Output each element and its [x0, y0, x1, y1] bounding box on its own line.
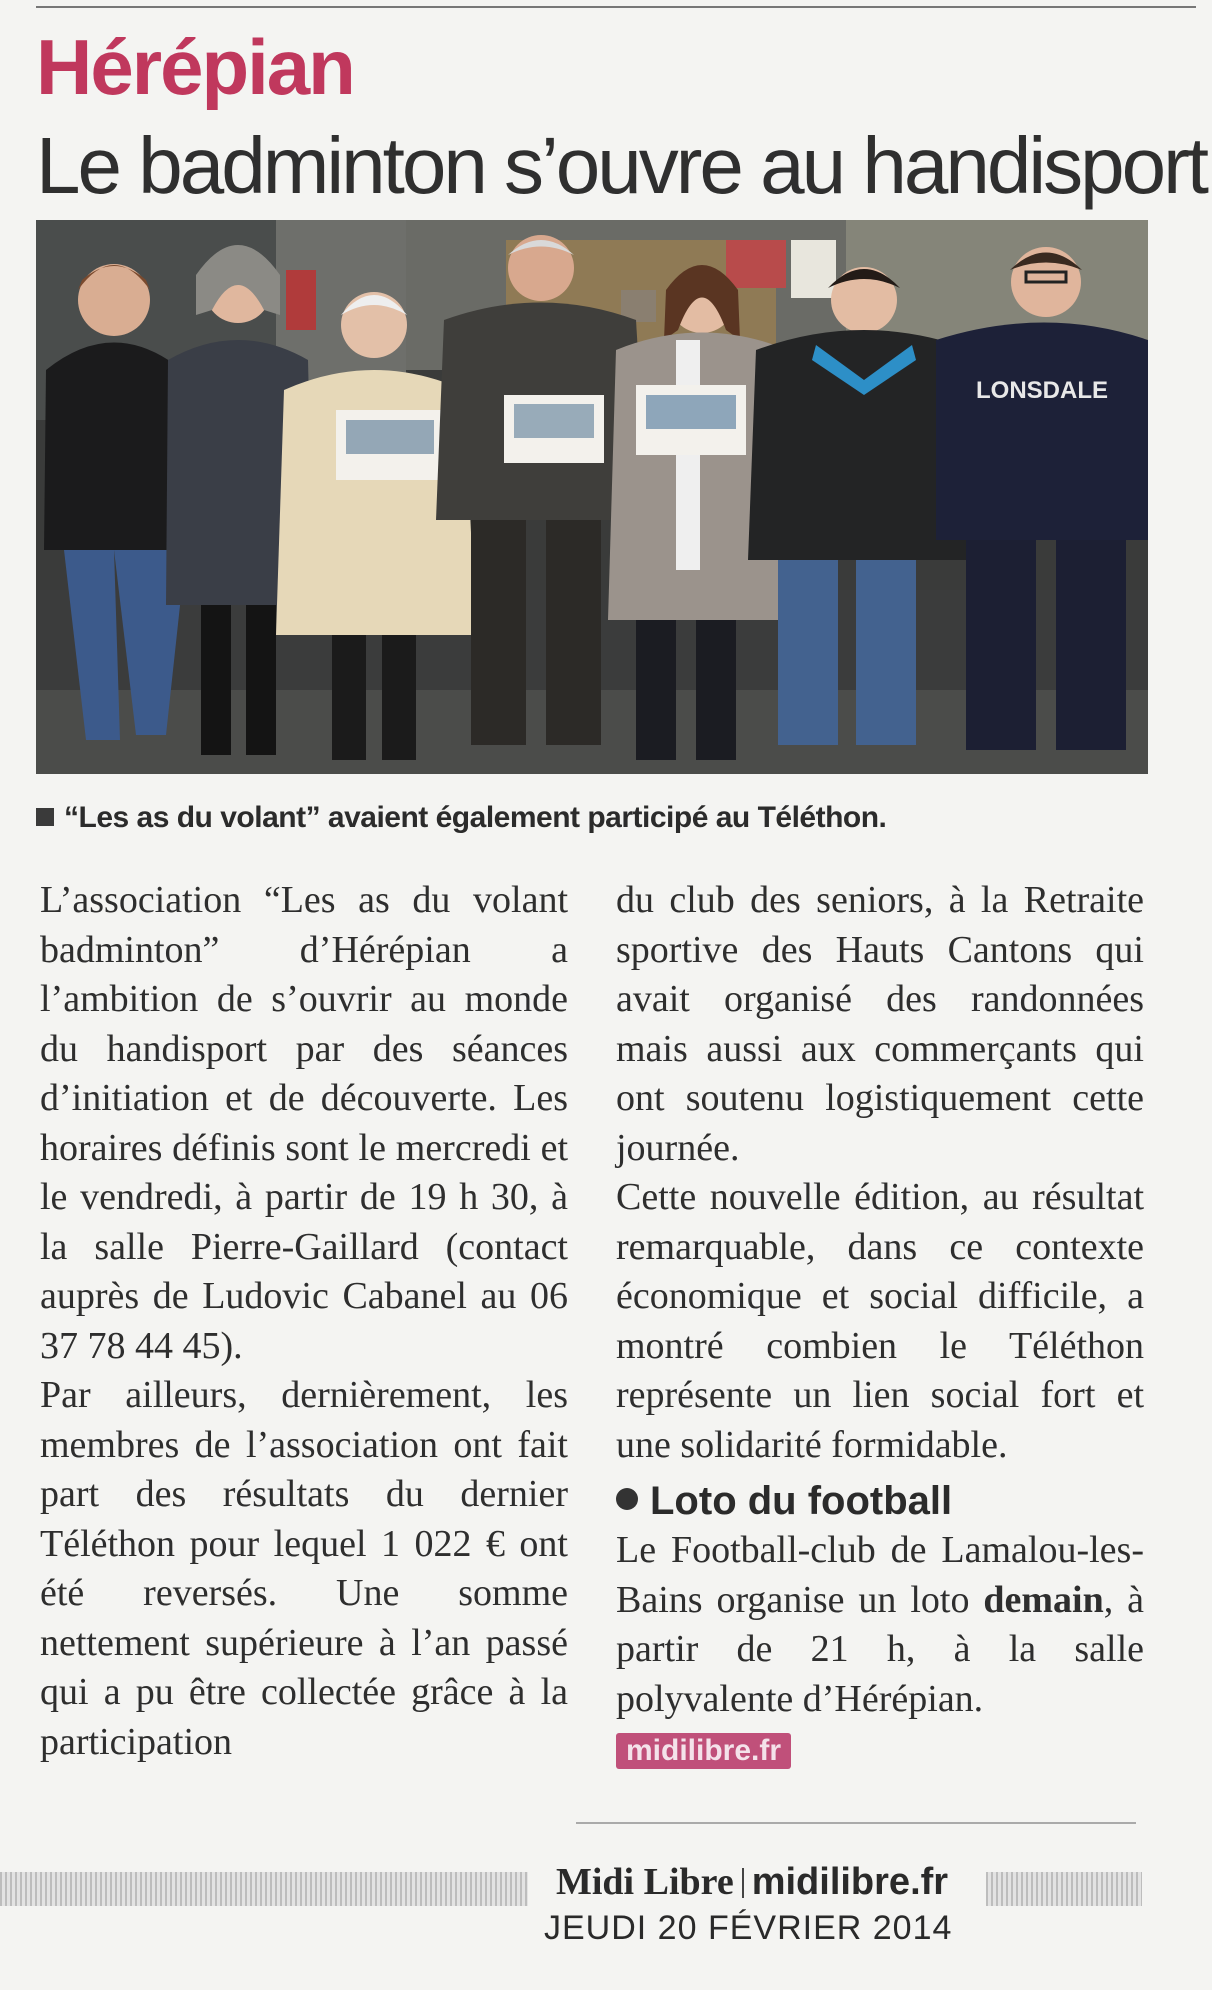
midilibre-tag[interactable]: midilibre.fr	[616, 1733, 791, 1769]
brief-text-end: , à partir de 21 h, à la salle polyvalente d’Hérépian.	[616, 1578, 1144, 1720]
brief-heading	[616, 1476, 1144, 1526]
caption-text: “Les as du volant” avaient également participé au Téléthon.	[64, 801, 887, 834]
divider	[576, 1822, 1136, 1824]
article-photo	[36, 220, 1148, 774]
footer-strip-left	[0, 1872, 528, 1906]
paragraph: L’association “Les as du volant badminton” d’Hérépian a l’ambition de s’ouvrir au monde du handisport par des séances d’initiation et de découverte. Les horaires définis sont le mercredi et le vendredi, à partir de 19 h 30, à la salle Pierre-Gaillard (contact auprès de Ludovic Cabanel au 06 37 78 44 45).	[40, 879, 568, 1367]
paragraph: du club des seniors, à la Retraite sportive des Hauts Cantons qui avait organisé des randonnées mais aussi aux commerçants qui ont soutenu logistiquement cette journée.	[616, 879, 1144, 1169]
article-right-column	[616, 876, 1144, 1774]
footer-date: JEUDI 20 FÉVRIER 2014	[544, 1909, 953, 1947]
footer-site[interactable]: midilibre.fr	[751, 1861, 949, 1903]
bullet-dot-icon	[616, 1488, 638, 1510]
brief-text-start: Le Football-club de Lamalou-les-Bains organise un loto	[616, 1529, 1144, 1621]
footer-strip-right	[986, 1872, 1142, 1906]
kicker-location: Hérépian	[36, 23, 354, 111]
footer-separator	[742, 1868, 744, 1898]
brief-text-bold: demain	[983, 1578, 1104, 1621]
photo-caption	[36, 798, 886, 838]
article-left-column	[40, 876, 568, 1767]
brief-paragraph	[616, 1526, 1144, 1724]
newspaper-name: Midi Libre	[556, 1861, 734, 1903]
caption-bullet-icon	[36, 808, 54, 826]
footer-brand	[556, 1858, 948, 1906]
brief-title: Loto du football	[650, 1479, 953, 1523]
paragraph: Par ailleurs, dernièrement, les membres de l’association ont fait part des résultats du dernier Téléthon pour lequel 1 022 € ont été reversés. Une somme nettement supérieure à l’an passé qui a pu être collectée grâce à la participation	[40, 1374, 568, 1763]
paragraph: Cette nouvelle édition, au résultat remarquable, dans ce contexte économique et social difficile, a montré combien le Téléthon représente un lien social fort et une solidarité formidable.	[616, 1176, 1144, 1466]
sweatshirt-text: LONSDALE	[976, 377, 1108, 404]
headline: Le badminton s’ouvre au handisport	[36, 121, 1206, 210]
top-rule	[36, 6, 1196, 8]
